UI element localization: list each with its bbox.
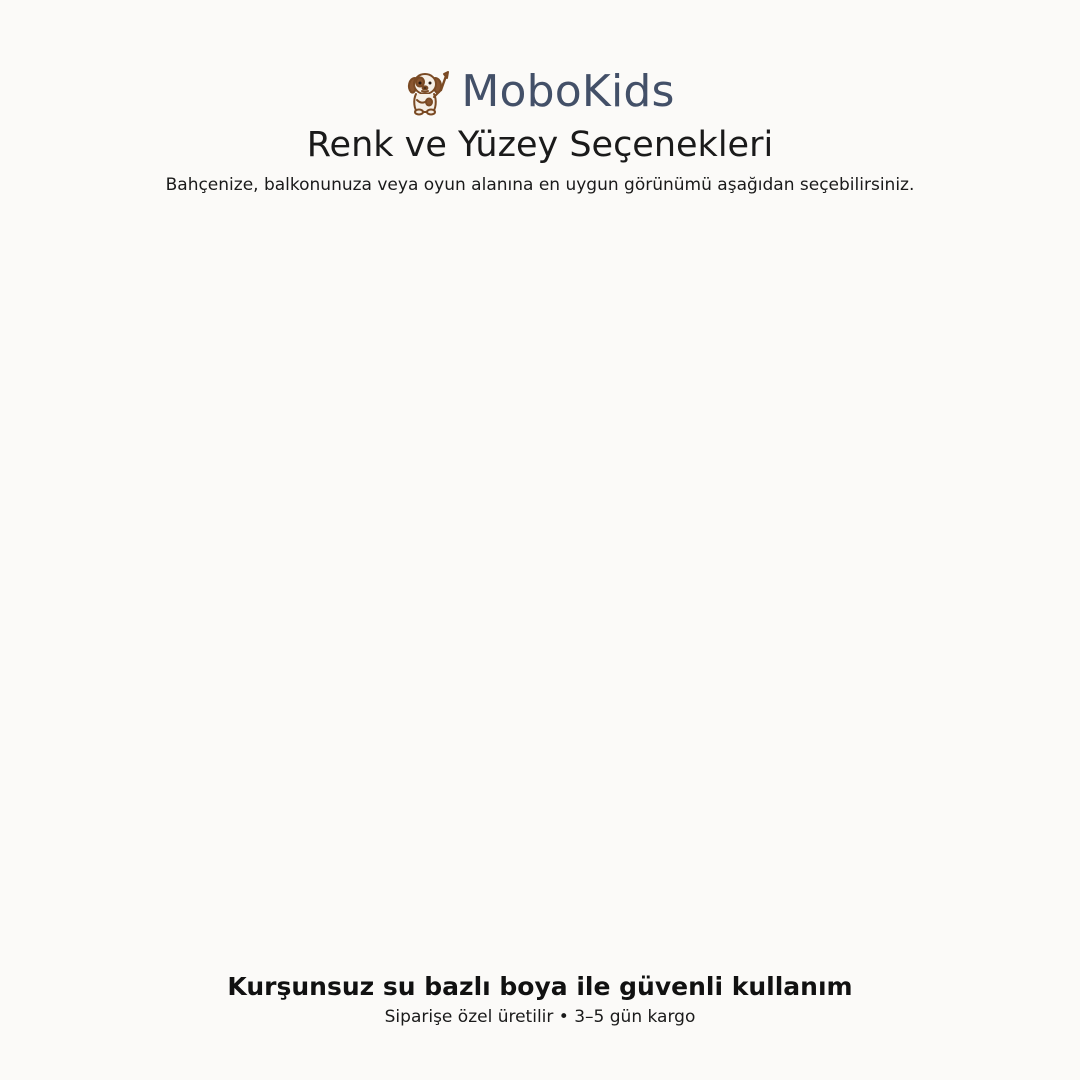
- page-title: Renk ve Yüzey Seçenekleri: [306, 125, 774, 165]
- brand-header: [0, 62, 1080, 122]
- brand-name: MoboKids: [461, 66, 675, 117]
- puppy-mascot-icon: [405, 68, 451, 116]
- options-area: [60, 220, 1020, 950]
- footer-headline: Kurşunsuz su bazlı boya ile güvenli kullanım: [227, 972, 853, 1001]
- footer-note: Siparişe özel üretilir • 3–5 gün kargo: [384, 1007, 696, 1027]
- page-subtitle: Bahçenize, balkonunuza veya oyun alanına en uygun görünümü aşağıdan seçebilirsiniz.: [165, 175, 915, 195]
